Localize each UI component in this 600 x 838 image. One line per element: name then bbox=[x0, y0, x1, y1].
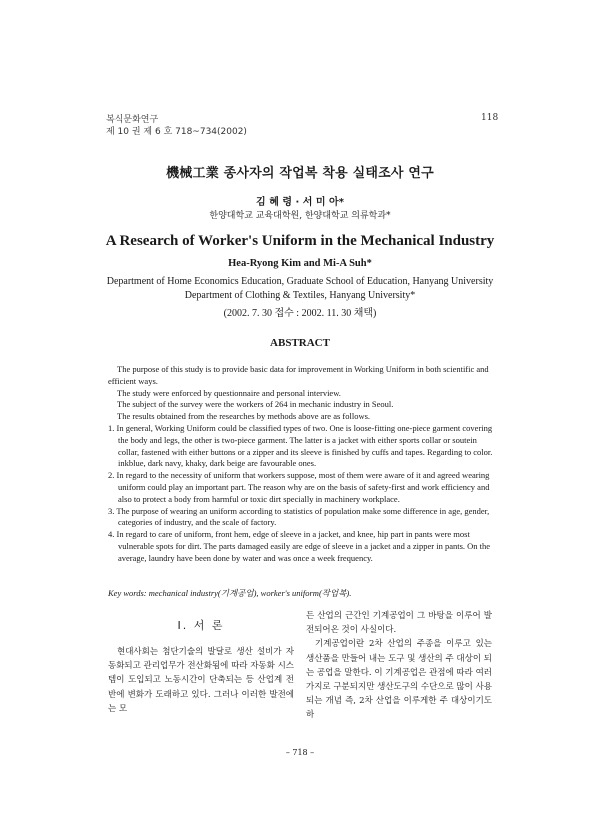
abstract-paragraph: The subject of the survey were the workers of 264 in mechanic industry in Seoul. bbox=[117, 399, 394, 410]
authors-korean: 김 혜 령 · 서 미 아* bbox=[256, 197, 344, 208]
page-number: 118 bbox=[481, 113, 499, 123]
page-footer: – 718 – bbox=[285, 748, 315, 757]
abstract-item: 4. In regard to care of uniform, front hem, edge of sleeve in a jacket, and knee, hip part in pants were most vulnerable spots for dirt. The parts damaged easily are edge of sleeve in a jacket and a zipper in pants. On the average, laundry have been done by water and was once a week frequency. bbox=[108, 529, 491, 563]
keywords: Key words: mechanical industry(기계공업), worker's uniform(작업복). bbox=[108, 588, 352, 598]
abstract-item: 2. In regard to the necessity of uniform that workers suppose, most of them were aware of it and agreed wearing uniform could play an important part. The reason why are on the basis of safety-first and work efficiency and also to protect a body from harmful or toxic dirt specially in machinery workplace. bbox=[108, 470, 490, 504]
journal-volume: 제 10 권 제 6 호 718~734(2002) bbox=[106, 127, 247, 137]
abstract-item: 3. The purpose of wearing an uniform according to statistics of population make some difference in age, gender, categories of industry, and the scale of factory. bbox=[108, 505, 490, 528]
journal-name: 복식문화연구 bbox=[106, 115, 159, 125]
received-date: (2002. 7. 30 접수 : 2002. 11. 30 채택) bbox=[223, 308, 377, 319]
abstract-paragraph: The study were enforced by questionnaire and personal interview. bbox=[117, 387, 341, 398]
affiliation-english-2: Department of Clothing & Textiles, Hanyang University* bbox=[184, 290, 416, 301]
body-paragraph: 현대사회는 첨단기술의 발달로 생산 설비가 자동화되고 관리업무가 전산화됨에 따라 자동화 시스템이 도입되고 노동시간이 단축되는 등 산업계 전반에 변화가 도래하고 있다. 그러나 이러한 발전에는 모 bbox=[108, 647, 294, 714]
title-english: A Research of Worker's Uniform in the Mechanical Industry bbox=[105, 233, 495, 249]
affiliation-english-1: Department of Home Economics Education, Graduate School of Education, Hanyang University bbox=[106, 276, 494, 287]
right-column bbox=[306, 609, 492, 723]
section-heading-introduction: Ⅰ. 서 론 bbox=[177, 619, 225, 632]
abstract-paragraph: The purpose of this study is to provide basic data for improvement in Working Uniform in both scientific and efficient ways. bbox=[108, 364, 489, 386]
body-paragraph: 든 산업의 근간인 기계공업이 그 바탕을 이루어 발전되어온 것이 사실이다. bbox=[306, 611, 492, 636]
left-column bbox=[108, 645, 294, 716]
affiliation-korean: 한양대학교 교육대학원, 한양대학교 의류학과* bbox=[209, 211, 391, 221]
abstract-paragraph: The results obtained from the researches by methods above are as follows. bbox=[117, 411, 371, 422]
abstract-body bbox=[108, 364, 500, 565]
authors-english: Hea-Ryong Kim and Mi-A Suh* bbox=[228, 258, 372, 269]
body-paragraph: 기계공업이란 2차 산업의 주종을 이루고 있는 생산품을 만들어 내는 도구 및 생산의 주 대상이 되는 공업을 말한다. 이 기계공업은 관점에 따라 여러 가지로 구분되지만 생산도구의 수단으로 많이 사용되는 개념 즉, 2차 산업을 이루게한 주 대상이기도 하 bbox=[306, 639, 492, 721]
title-korean: 機械工業 종사자의 작업복 착용 실태조사 연구 bbox=[166, 166, 434, 181]
abstract-item: 1. In general, Working Uniform could be classified types of two. One is loose-fitting one-piece garment covering the body and legs, the other is two-piece garment. The latter is a jacket with either sports collar or soutein collar, fastened with either buttons or a zipper and its sleeve is finished by cuffs and tapes. Regarding to color. inkblue, dark navy, khaky, dark beige are favourable ones. bbox=[108, 422, 493, 469]
abstract-heading: ABSTRACT bbox=[270, 337, 330, 349]
